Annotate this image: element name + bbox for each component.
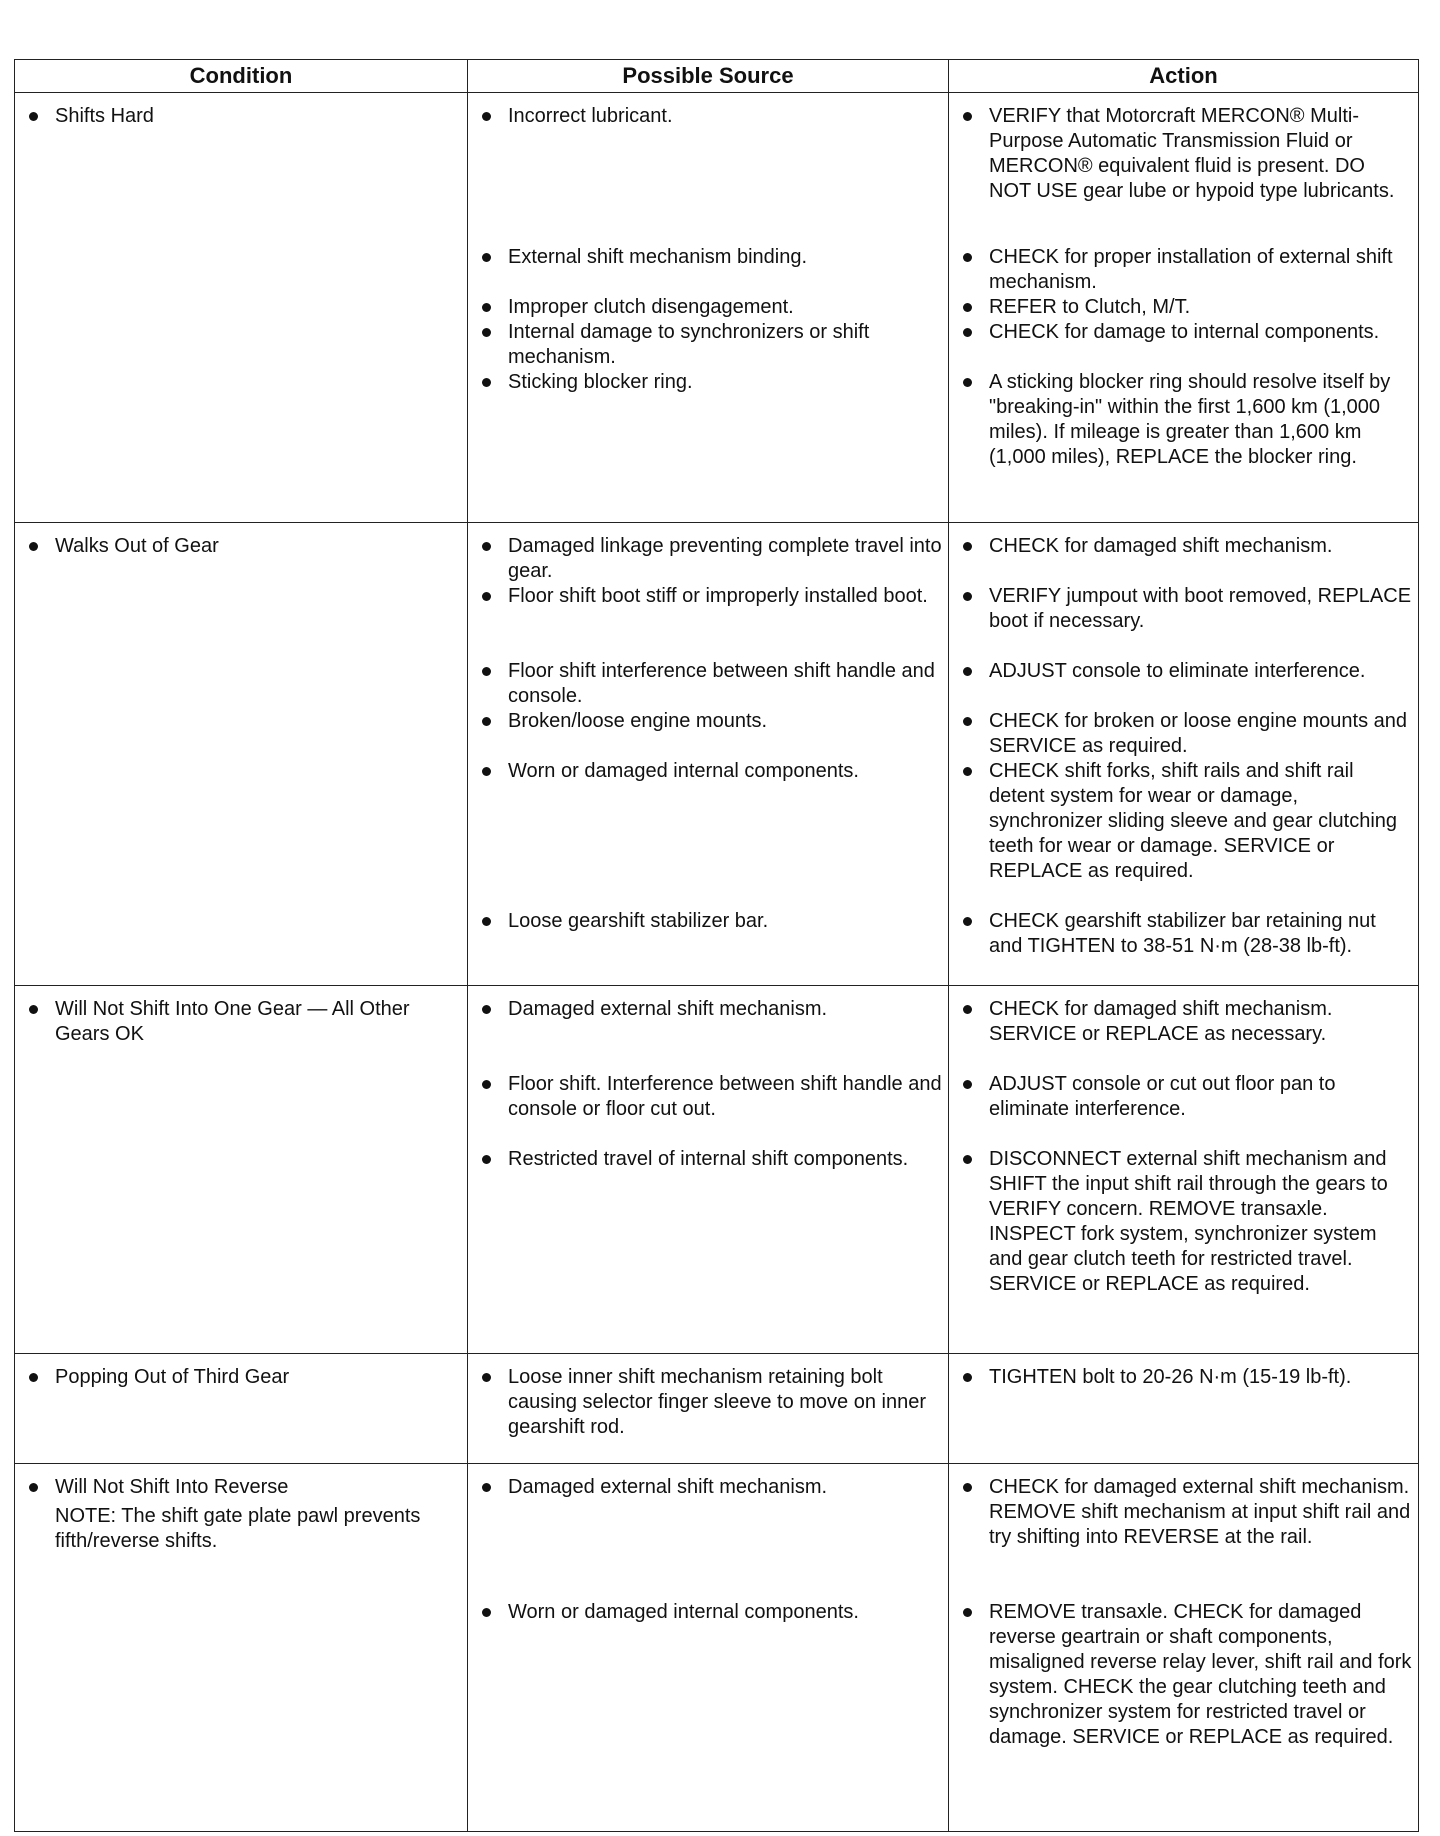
action-text: REMOVE transaxle. CHECK for damaged reverse geartrain or shaft components, misaligned reverse relay lever, shift rail and fork system. CHECK the gear clutching teeth and synchronizer system for restricted travel or damage. SERVICE or REPLACE as required. [989, 1601, 1412, 1748]
action-item [949, 709, 1412, 759]
bullet-icon [949, 1147, 989, 1172]
condition-cell [15, 523, 468, 986]
header-possible-source: Possible Source [468, 60, 949, 93]
source-cell [468, 1464, 949, 1832]
action-text: ADJUST console or cut out floor pan to eliminate interference. [989, 1073, 1336, 1120]
action-cell [949, 523, 1419, 986]
action-item [949, 1365, 1412, 1390]
bullet-icon [468, 1600, 508, 1625]
action-cell [949, 1354, 1419, 1464]
action-text: CHECK for damage to internal components. [989, 321, 1380, 343]
bullet-icon [468, 909, 508, 934]
header-row [15, 60, 1419, 93]
action-text: CHECK gearshift stabilizer bar retaining nut and TIGHTEN to 38-51 N·m (28-38 lb-ft). [989, 910, 1376, 957]
bullet-icon [949, 759, 989, 784]
action-cell [949, 986, 1419, 1354]
condition-note: NOTE: The shift gate plate pawl prevents fifth/reverse shifts. [55, 1505, 421, 1552]
condition-cell [15, 1464, 468, 1832]
condition-cell [15, 93, 468, 523]
action-cell [949, 93, 1419, 523]
action-text: CHECK for damaged shift mechanism. [989, 535, 1333, 557]
condition-cell [15, 1354, 468, 1464]
source-text: Restricted travel of internal shift components. [508, 1148, 909, 1170]
bullet-icon [15, 1365, 55, 1390]
bullet-icon [468, 584, 508, 609]
action-text: REFER to Clutch, M/T. [989, 296, 1191, 318]
action-text: CHECK for broken or loose engine mounts and SERVICE as required. [989, 710, 1408, 757]
action-text: TIGHTEN bolt to 20-26 N·m (15-19 lb-ft). [989, 1366, 1352, 1388]
bullet-icon [15, 997, 55, 1022]
action-text: DISCONNECT external shift mechanism and SHIFT the input shift rail through the gears to VERIFY concern. REMOVE transaxle. INSPECT fork system, synchronizer system and gear clutch teeth for restricted travel. SERVICE or REPLACE as required. [989, 1148, 1388, 1295]
bullet-icon [949, 709, 989, 734]
bullet-icon [468, 1365, 508, 1390]
action-text: VERIFY jumpout with boot removed, REPLACE boot if necessary. [989, 585, 1412, 632]
action-text: CHECK shift forks, shift rails and shift rail detent system for wear or damage, synchronizer sliding sleeve and gear clutching teeth for wear or damage. SERVICE or REPLACE as required. [989, 760, 1398, 882]
bullet-icon [468, 1072, 508, 1097]
source-item [468, 295, 942, 320]
table-row [15, 523, 1419, 986]
bullet-icon [949, 909, 989, 934]
action-item [949, 1072, 1412, 1147]
source-item [468, 584, 942, 659]
bullet-icon [949, 534, 989, 559]
bullet-icon [468, 245, 508, 270]
bullet-icon [949, 320, 989, 345]
source-cell [468, 93, 949, 523]
source-item [468, 104, 942, 245]
bullet-icon [468, 320, 508, 345]
source-item [468, 370, 942, 395]
source-item [468, 1365, 942, 1440]
action-cell [949, 1464, 1419, 1832]
action-text: A sticking blocker ring should resolve itself by "breaking-in" within the first 1,600 km (1,000 miles). If mileage is greater than 1,600 km (1,000 miles), REPLACE the blocker ring. [989, 371, 1391, 468]
bullet-icon [468, 759, 508, 784]
source-text: Improper clutch disengagement. [508, 296, 794, 318]
bullet-icon [468, 295, 508, 320]
action-item [949, 320, 1412, 370]
condition-cell [15, 986, 468, 1354]
bullet-icon [949, 997, 989, 1022]
bullet-icon [468, 1475, 508, 1500]
action-item [949, 997, 1412, 1072]
table-row [15, 93, 1419, 523]
bullet-icon [468, 104, 508, 129]
action-item [949, 659, 1412, 709]
condition-text: Will Not Shift Into One Gear — All Other Gears OK [55, 998, 410, 1045]
source-text: Loose gearshift stabilizer bar. [508, 910, 769, 932]
source-text: Damaged external shift mechanism. [508, 1476, 828, 1498]
action-text: CHECK for damaged external shift mechanism. REMOVE shift mechanism at input shift rail and try shifting into REVERSE at the rail. [989, 1476, 1411, 1548]
bullet-icon [468, 659, 508, 684]
condition-text: Will Not Shift Into Reverse [55, 1476, 289, 1498]
bullet-icon [468, 709, 508, 734]
action-item [949, 909, 1412, 959]
bullet-icon [468, 997, 508, 1022]
bullet-icon [949, 295, 989, 320]
bullet-icon [949, 1365, 989, 1390]
action-item [949, 584, 1412, 659]
condition-text: Shifts Hard [55, 105, 154, 127]
condition-item [15, 1475, 461, 1500]
source-text: Floor shift. Interference between shift handle and console or floor cut out. [508, 1073, 942, 1120]
diagnosis-table [14, 59, 1419, 1832]
condition-item [15, 534, 461, 559]
source-item [468, 1600, 942, 1625]
source-text: Internal damage to synchronizers or shift mechanism. [508, 321, 870, 368]
source-item [468, 1147, 942, 1172]
action-item [949, 295, 1412, 320]
table-row [15, 1354, 1419, 1464]
action-item [949, 759, 1412, 909]
source-text: Sticking blocker ring. [508, 371, 693, 393]
condition-item [15, 104, 461, 129]
source-text: Worn or damaged internal components. [508, 760, 859, 782]
bullet-icon [468, 534, 508, 559]
source-item [468, 1475, 942, 1600]
bullet-icon [15, 104, 55, 129]
source-text: Worn or damaged internal components. [508, 1601, 859, 1623]
source-item [468, 997, 942, 1072]
bullet-icon [949, 1072, 989, 1097]
condition-text: Walks Out of Gear [55, 535, 219, 557]
source-text: Damaged linkage preventing complete travel into gear. [508, 535, 942, 582]
source-cell [468, 1354, 949, 1464]
table-row [15, 1464, 1419, 1832]
action-item [949, 1600, 1412, 1750]
source-item [468, 1072, 942, 1147]
source-item [468, 759, 942, 909]
source-text: Incorrect lubricant. [508, 105, 673, 127]
header-action: Action [949, 60, 1419, 93]
action-text: ADJUST console to eliminate interference. [989, 660, 1366, 682]
header-condition: Condition [15, 60, 468, 93]
table-row [15, 986, 1419, 1354]
bullet-icon [949, 104, 989, 129]
source-text: Floor shift interference between shift handle and console. [508, 660, 935, 707]
action-item [949, 370, 1412, 470]
condition-text: Popping Out of Third Gear [55, 1366, 290, 1388]
bullet-icon [15, 534, 55, 559]
action-item [949, 104, 1412, 245]
condition-item [15, 997, 461, 1047]
source-item [468, 320, 942, 370]
bullet-icon [468, 370, 508, 395]
source-item [468, 534, 942, 584]
bullet-icon [468, 1147, 508, 1172]
source-cell [468, 986, 949, 1354]
bullet-icon [949, 370, 989, 395]
condition-item [15, 1365, 461, 1390]
action-text: CHECK for proper installation of external shift mechanism. [989, 246, 1393, 293]
bullet-icon [949, 584, 989, 609]
bullet-icon [949, 245, 989, 270]
source-text: Broken/loose engine mounts. [508, 710, 768, 732]
source-cell [468, 523, 949, 986]
action-text: VERIFY that Motorcraft MERCON® Multi-Purpose Automatic Transmission Fluid or MERCON® equivalent fluid is present. DO NOT USE gear lube or hypoid type lubricants. [989, 105, 1395, 202]
bullet-icon [15, 1475, 55, 1500]
bullet-icon [949, 1475, 989, 1500]
action-item [949, 1475, 1412, 1600]
source-text: Floor shift boot stiff or improperly installed boot. [508, 585, 928, 607]
source-text: External shift mechanism binding. [508, 246, 808, 268]
bullet-icon [949, 659, 989, 684]
action-item [949, 245, 1412, 295]
source-text: Loose inner shift mechanism retaining bolt causing selector finger sleeve to move on inner gearshift rod. [508, 1366, 927, 1438]
action-item [949, 534, 1412, 584]
source-item [468, 659, 942, 709]
source-text: Damaged external shift mechanism. [508, 998, 828, 1020]
source-item [468, 909, 942, 934]
bullet-icon [949, 1600, 989, 1625]
action-text: CHECK for damaged shift mechanism. SERVICE or REPLACE as necessary. [989, 998, 1333, 1045]
source-item [468, 709, 942, 759]
source-item [468, 245, 942, 295]
action-item [949, 1147, 1412, 1297]
